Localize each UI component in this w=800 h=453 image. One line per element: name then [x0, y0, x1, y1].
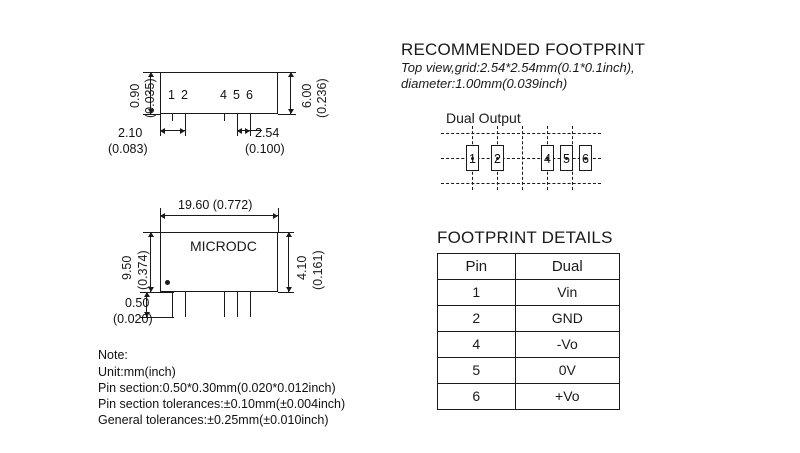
top-view-dim-2-10: 2.10: [118, 126, 143, 140]
table-row: [438, 280, 620, 306]
top-view-dim-0-90-inch: (0.035): [143, 78, 157, 118]
side-view-pin-leg: [250, 292, 251, 317]
footprint-output-label: Dual Output: [446, 110, 521, 126]
table-row: [438, 358, 620, 384]
top-view-pin-stub: [250, 114, 251, 121]
footprint-grid-line-v: [522, 126, 523, 190]
top-view-pin-6: 6: [246, 88, 253, 102]
cell-dual: Vin: [515, 280, 619, 306]
side-view-part-label: MICRODC: [190, 238, 257, 254]
top-view-pin-stub: [185, 114, 186, 121]
top-view-ext-line: [278, 114, 296, 115]
note-line-3: Pin section tolerances:±0.10mm(±0.004inch): [98, 397, 346, 411]
cell-dual: 0V: [515, 358, 619, 384]
side-view-dim-4-10: 4.10: [295, 255, 309, 280]
cell-pin: 4: [438, 332, 516, 358]
footprint-pad-label-5: 5: [563, 152, 570, 166]
top-view-dim-0-90: 0.90: [128, 83, 142, 108]
cell-dual: +Vo: [515, 384, 619, 410]
top-view-pin-stub: [224, 114, 225, 121]
footprint-grid-line-h: [441, 158, 601, 159]
side-view-length-dim-line: [160, 215, 278, 216]
note-line-2: Pin section:0.50*0.30mm(0.020*0.012inch): [98, 381, 336, 395]
footprint-grid-line-h: [441, 183, 601, 184]
side-view-pin-leg: [237, 292, 238, 317]
top-view-pin-2: 2: [181, 88, 188, 102]
footprint-heading: RECOMMENDED FOOTPRINT: [401, 40, 646, 59]
note-line-1: Unit:mm(inch): [98, 365, 176, 379]
top-view-ext-line: [250, 121, 251, 136]
side-view-height-dim-line: [150, 232, 151, 292]
cell-pin: 2: [438, 306, 516, 332]
top-view-pin-stub: [172, 114, 173, 121]
note-heading: Note:: [98, 348, 128, 362]
footprint-pad-label-6: 6: [582, 152, 589, 166]
side-view-dim-19-60: 19.60 (0.772): [178, 198, 253, 212]
side-view-dim-4-10-inch: (0.161): [311, 250, 325, 290]
table-header-row: [438, 254, 620, 280]
cell-pin: 6: [438, 384, 516, 410]
top-view-body-dim-line: [290, 72, 291, 114]
top-view-ext-line: [278, 72, 296, 73]
table-row: [438, 332, 620, 358]
side-view-ext-line: [278, 208, 279, 232]
top-view-dim-2-10-inch: (0.083): [108, 142, 148, 156]
cell-dual: GND: [515, 306, 619, 332]
side-view-dim-0-50-inch: (0.020): [113, 312, 153, 326]
top-view-dim-2-54: 2.54: [255, 126, 280, 140]
column-header-pin: Pin: [438, 254, 516, 280]
top-view-body-outline: [160, 72, 278, 114]
footprint-pad-label-4: 4: [544, 152, 551, 166]
top-view-pin-1: 1: [168, 88, 175, 102]
table-row: [438, 306, 620, 332]
footprint-details-table: [437, 253, 620, 410]
side-view-ext-line: [278, 292, 294, 293]
cell-dual: -Vo: [515, 332, 619, 358]
top-view-pin-4: 4: [220, 88, 227, 102]
footprint-subtext-line-1: Top view,grid:2.54*2.54mm(0.1*0.1inch),: [401, 60, 635, 75]
side-view-dim-0-50: 0.50: [125, 296, 150, 310]
note-line-4: General tolerances:±0.25mm(±0.010inch): [98, 413, 329, 427]
side-view-pin-leg: [185, 292, 186, 317]
side-view-pin-leg: [224, 292, 225, 317]
footprint-pad-label-1: 1: [469, 152, 476, 166]
top-view-pin-stub: [237, 114, 238, 121]
top-view-dim-6-00: 6.00: [300, 83, 314, 108]
top-view-ext-line: [185, 121, 186, 136]
footprint-grid-line-h: [441, 133, 601, 134]
column-header-dual: Dual: [515, 254, 619, 280]
top-view-dim-2-54-inch: (0.100): [245, 142, 285, 156]
side-view-pin-leg: [172, 292, 173, 317]
top-view-pin-5: 5: [233, 88, 240, 102]
cell-pin: 1: [438, 280, 516, 306]
top-view-pin-pitch-dim-line: [237, 130, 250, 131]
details-heading: FOOTPRINT DETAILS: [437, 228, 613, 247]
side-view-dim-9-50-inch: (0.374): [136, 250, 150, 290]
polarity-dot: [165, 280, 170, 285]
table-row: [438, 384, 620, 410]
side-view-body-height-dim-line: [288, 232, 289, 292]
footprint-pad-label-2: 2: [494, 152, 501, 166]
cell-pin: 5: [438, 358, 516, 384]
footprint-subtext-line-2: diameter:1.00mm(0.039inch): [401, 76, 568, 91]
top-view-pin-offset-dim-line: [160, 130, 185, 131]
top-view-dim-6-00-inch: (0.236): [315, 78, 329, 118]
side-view-dim-9-50: 9.50: [120, 255, 134, 280]
